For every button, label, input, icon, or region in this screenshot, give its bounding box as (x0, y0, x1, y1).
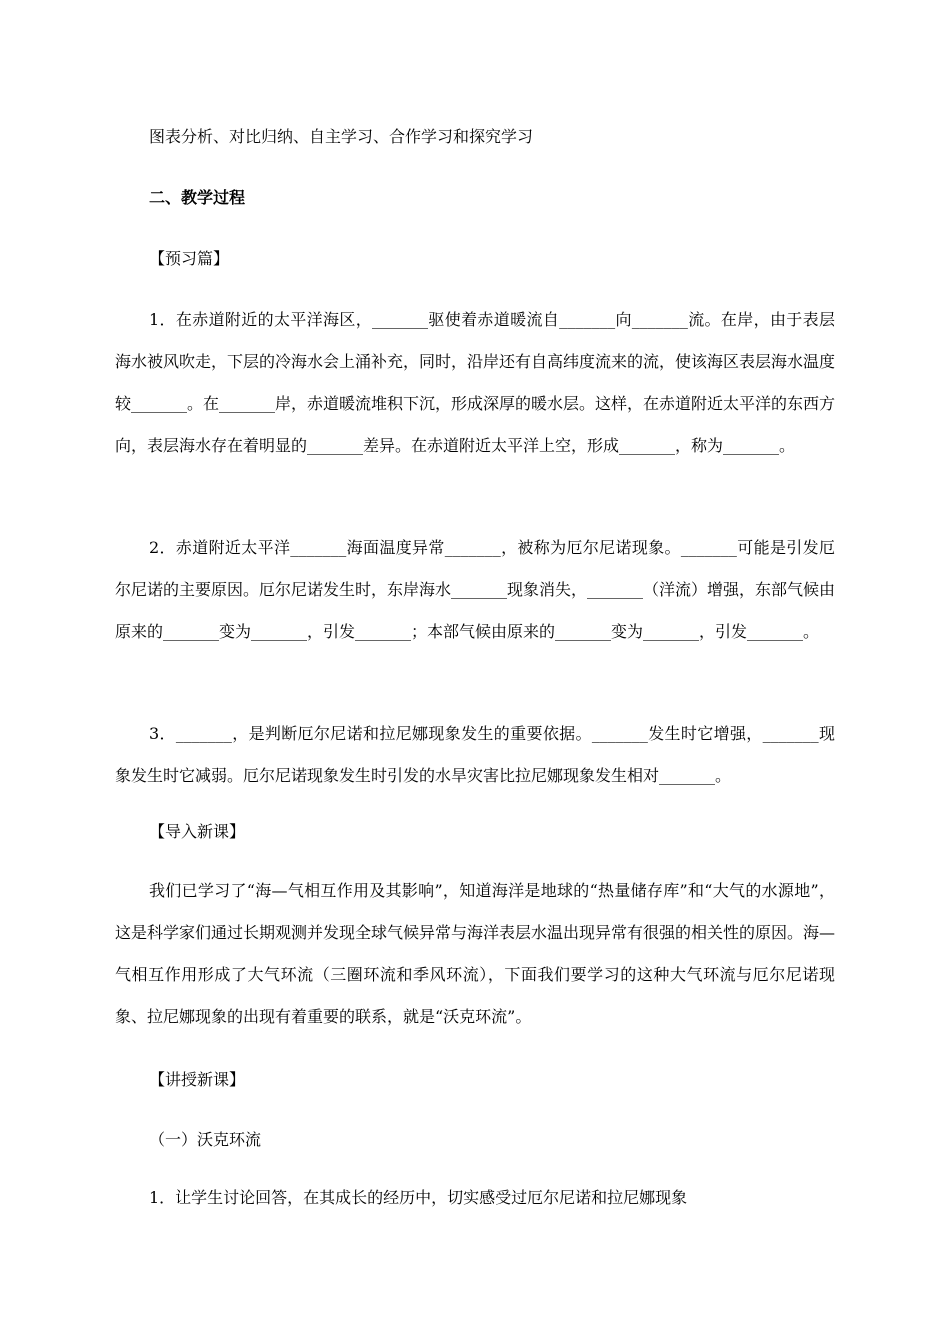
intro-paragraph: 我们已学习了“海—气相互作用及其影响”，知道海洋是地球的“热量储存库”和“大气的水源地”，这是科学家们通过长期观测并发现全球气候异常与海洋表层水温出现异常有很强的相关性的原因。海—气相互作用形成了大气环流（三圈环流和季风环流），下面我们要学习的这种大气环流与厄尔尼诺现象、拉尼娜现象的出现有着重要的联系，就是“沃克环流”。 (115, 881, 836, 1026)
question-3: 3．_______，是判断厄尔尼诺和拉尼娜现象发生的重要依据。_______发生时它增强，_______现象发生时它减弱。厄尔尼诺现象发生时引发的水旱灾害比拉尼娜现象发生相对_______。 (115, 724, 835, 785)
intro-heading: 【导入新课】 (149, 822, 246, 841)
question-2: 2．赤道附近太平洋_______海面温度异常_______，被称为厄尔尼诺现象。_______可能是引发厄尔尼诺的主要原因。厄尔尼诺发生时，东岸海水_______现象消失，_______（洋流）增强，东部气候由原来的_______变为_______，引发_______；本部气候由原来的_______变为_______，引发_______。 (115, 538, 836, 641)
teaching-methods-line: 图表分析、对比归纳、自主学习、合作学习和探究学习 (149, 127, 534, 146)
discussion-item: 1．让学生讨论回答，在其成长的经历中，切实感受过厄尔尼诺和拉尼娜现象 (149, 1188, 688, 1207)
preview-heading: 【预习篇】 (149, 249, 230, 268)
lecture-heading: 【讲授新课】 (149, 1070, 246, 1089)
walker-circulation-heading: （一）沃克环流 (149, 1130, 262, 1149)
section-heading: 二、教学过程 (149, 188, 246, 207)
question-1: 1．在赤道附近的太平洋海区，_______驱使着赤道暖流自_______向_______流。在岸，由于表层海水被风吹走，下层的冷海水会上涌补充，同时，沿岸还有自高纬度流来的流，使该海区表层海水温度较_______。在_______岸，赤道暖流堆积下沉，形成深厚的暖水层。这样，在赤道附近太平洋的东西方向，表层海水存在着明显的_______差异。在赤道附近太平洋上空，形成_______，称为_______。 (115, 310, 836, 455)
